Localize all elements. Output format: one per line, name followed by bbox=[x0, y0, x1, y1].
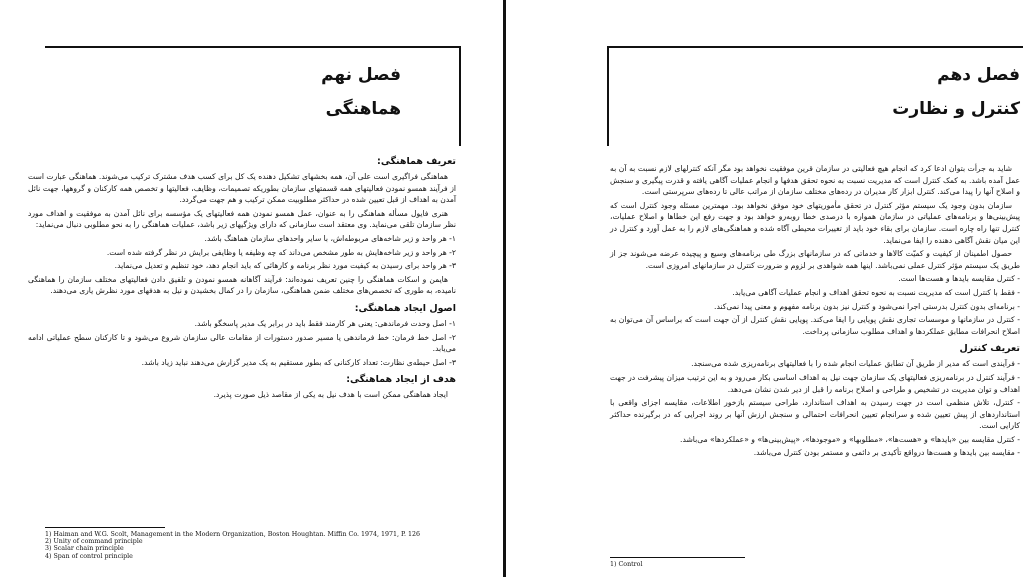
footnote: 3) Scalar chain principle bbox=[45, 545, 124, 553]
right-page bbox=[507, 0, 1024, 577]
page-divider bbox=[503, 0, 506, 577]
list-item: ۳- اصل حیطه‌ی نظارت: تعداد کارکنانی که بطور مستقیم به یک مدیر گزارش می‌دهند نباید زیاد باشد. bbox=[141, 357, 456, 367]
footnote: 2) Unity of command principle bbox=[45, 538, 143, 546]
right-footnotes bbox=[610, 561, 910, 568]
list-item: - کنترل، تلاش منظمی است در جهت رسیدن به اهداف استاندارد، طراحی سیستم بازخور اطلاعات، مقایسه اجزای واقعی با استانداردهای از پیش تعیین شده و سرانجام تعیین انحرافات احتمالی و سنجش ارزش آنها بر روند اجرایی که در برگیرنده حداکثر کارایی است. bbox=[610, 398, 1020, 431]
left-chapter-title: هماهنگی bbox=[325, 99, 401, 119]
list-item: - فرآیند کنترل در برنامه‌ریزی فعالیتهای یک سازمان جهت نیل به اهداف اساسی بکار می‌رود و به این ترتیب میزان پیشرفت در جهت اهداف و توان مدیریت در تشخیص و طراحی و اصلاح برنامه را قبل از دیر شدن نشان می‌دهد. bbox=[610, 372, 1020, 394]
list-item: - کنترل مقایسه بایدها و هست‌ها است. bbox=[898, 274, 1020, 284]
left-page-body bbox=[28, 150, 456, 403]
paragraph: هنری فایول مسأله هماهنگی را به عنوان، عمل همسو نمودن همه فعالیتهای یک مؤسسه برای نائل آمدن به موفقیت و اهداف مورد نظر سازمان تلقی می‌نماید. وی معتقد است سازمانی که دارای ویژگیهای زیر باشد، عملیات هماهنگی را به نحو مطلوبی دنبال می‌نماید: bbox=[28, 208, 456, 230]
paragraph: ایجاد هماهنگی ممکن است با هدف نیل به یکی از مقاصد ذیل صورت پذیرد. bbox=[213, 390, 448, 400]
list-item: - فرآیندی است که مدیر از طریق آن تطابق عملیات انجام شده را با فعالیتهای برنامه‌ریزی شده می‌سنجد. bbox=[691, 359, 1020, 369]
left-page bbox=[0, 0, 503, 577]
list-item: ۱- هر واحد و زیر شاخه‌های مربوطه‌اش، با سایر واحدهای سازمان هماهنگ باشد. bbox=[204, 233, 456, 243]
left-chapter-title-box bbox=[45, 46, 461, 146]
section-heading: اصول ایجاد هماهنگی: bbox=[354, 302, 456, 314]
section-heading: هدف از ایجاد هماهنگی: bbox=[346, 374, 456, 386]
list-item: - فقط با کنترل است که مدیریت نسبت به نحوه تحقق اهداف و انجام عملیات آگاهی می‌یابد. bbox=[732, 287, 1020, 297]
footnote: 1) Control bbox=[610, 561, 643, 568]
left-chapter-number: فصل نهم bbox=[321, 65, 401, 85]
footnote-separator bbox=[610, 557, 745, 558]
paragraph: سازمان بدون وجود یک سیستم مؤثر کنترل در تحقق مأموریتهای خود موفق نخواهد بود. مهمترین مسئله وجود کنترل است که پیش‌بینی‌ها و برنامه‌های عملیاتی در سازمان همواره با درصدی خطا روبه‌رو خواهد بود و جهت رفع این خطاها و اصلاح عملیات، کنترل تنها راه چاره است. سازمان برای بقاء خود باید از تغییرات محیطی آگاه شده و هماهنگی‌های لازم را به عمل آورد و کنترل در این میان نقش آگاهی دهنده را ایفا می‌نماید. bbox=[610, 200, 1020, 245]
footnote: 4) Span of control principle bbox=[45, 552, 133, 560]
left-footnotes bbox=[45, 531, 465, 560]
right-chapter-title: کنترل و نظارت bbox=[892, 99, 1020, 119]
right-chapter-number: فصل دهم bbox=[937, 65, 1020, 85]
right-chapter-title-box bbox=[607, 46, 1023, 146]
list-item: ۱- اصل وحدت فرماندهی: یعنی هر کارمند فقط باید در برابر یک مدیر پاسخگو باشد. bbox=[194, 318, 456, 328]
list-item: - کنترل در سازمانها و موسسات تجاری نقش پویایی را ایفا می‌کند. پویایی نقش کنترل از آن جهت است که براساس آن می‌توان به اصلاح انحرافات مطابق عملکردها و اهداف مطلوب سازمانی پرداخت. bbox=[610, 315, 1020, 336]
paragraph: شاید به جرأت بتوان ادعا کرد که انجام هیچ فعالیتی در سازمان قرین موفقیت نخواهد بود مگر آنکه کنترلهای لازم نسبت به آن به عمل آمده باشد. به کمک کنترل است که مدیریت نسبت به نحوه تحقق هدفها و انجام عملیات آگاهی یافته و قدرت پیگیری و سنجش و اصلاح آنها را پیدا می‌کند. کنترل ابزار کار مدیران در رده‌های مختلف سازمان از مراتب عالی تا رده‌های سرپرستی است. bbox=[610, 164, 1020, 197]
list-item: - مقایسه بین بایدها و هست‌ها درواقع تأکیدی بر دائمی و مستمر بودن کنترل می‌باشد. bbox=[753, 448, 1020, 458]
paragraph: حصول اطمینان از کیفیت و کمیّت کالاها و خدماتی که در سازمانهای بزرگ طی برنامه‌های وسیع و پیچیده عرضه می‌شوند جز از طریق یک سیستم مؤثر کنترل عملی نمی‌باشد. اینها همه شواهدی بر لزوم و ضرورت کنترل در سازمانهای امروزی است. bbox=[610, 249, 1020, 270]
list-item: - کنترل مقایسه بین «بایدها» و «هست‌ها»، «مطلوبها» و «موجودها»، «پیش‌بینی‌ها» و «عملکردها» می‌باشد. bbox=[680, 434, 1020, 444]
section-heading: تعریف هماهنگی: bbox=[377, 156, 456, 167]
list-item: ۲- اصل خط فرمان: خط فرماندهی یا مسیر صدور دستورات از مقامات عالی سازمان شروع می‌شود و تا کارکنان سطح عملیاتی ادامه می‌یابد. bbox=[28, 332, 456, 354]
footnote-separator bbox=[45, 527, 165, 528]
list-item: - برنامه‌ای بدون کنترل بدرستی اجرا نمی‌شود و کنترل نیز بدون برنامه مفهوم و معنی پیدا نمی‌کند. bbox=[714, 301, 1020, 311]
list-item: ۳- هر واحد برای رسیدن به کیفیت مورد نظر برنامه و کارهائی که باید انجام دهد، خود تنظیم و تعدیل می‌نماید. bbox=[114, 261, 456, 271]
right-page-body bbox=[610, 163, 1020, 461]
footnote: 1) Haiman and W.G. Scolt, Management in the Modern Organization, Boston Houghtan. Miffin Co. 1974, 1971, P. 126 bbox=[45, 531, 421, 538]
paragraph: هایمن و اسکات هماهنگی را چنین تعریف نموده‌اند: فرآیند آگاهانه همسو نمودن و تلفیق دادن فعالیتهای مختلف سازمان را هماهنگی نامیده، به طوری که تخصص‌های مختلف ضمن هماهنگی، سازمان را در کمال بخشیدن و نیل به هدفهای مورد نظرش یاری می‌دهند. bbox=[28, 274, 456, 296]
list-item: ۲- هر واحد و زیر شاخه‌هایش به طور مشخص می‌داند که چه وظیفه یا وظایفی برایش در نظر گرفته شده است. bbox=[106, 247, 456, 257]
section-heading: تعریف کنترل bbox=[959, 343, 1020, 355]
paragraph: هماهنگی فراگیری است علی آن، همه بخشهای تشکیل دهنده یک کل برای کسب هدف مشترک ترکیب می‌شوند. هماهنگی عبارت است از فرآیند همسو نمودن فعالیتهای همه قسمتهای سازمان بطوریکه تصمیمات، وظایف، فعالیتها و تخصص همه کارکنان و گروهها، جهت نائل آمدن به اهداف از قبل تعیین شده در حداکثر مطلوبیت ممکن ترکیب و هم جهت می‌گردد. bbox=[28, 172, 456, 205]
